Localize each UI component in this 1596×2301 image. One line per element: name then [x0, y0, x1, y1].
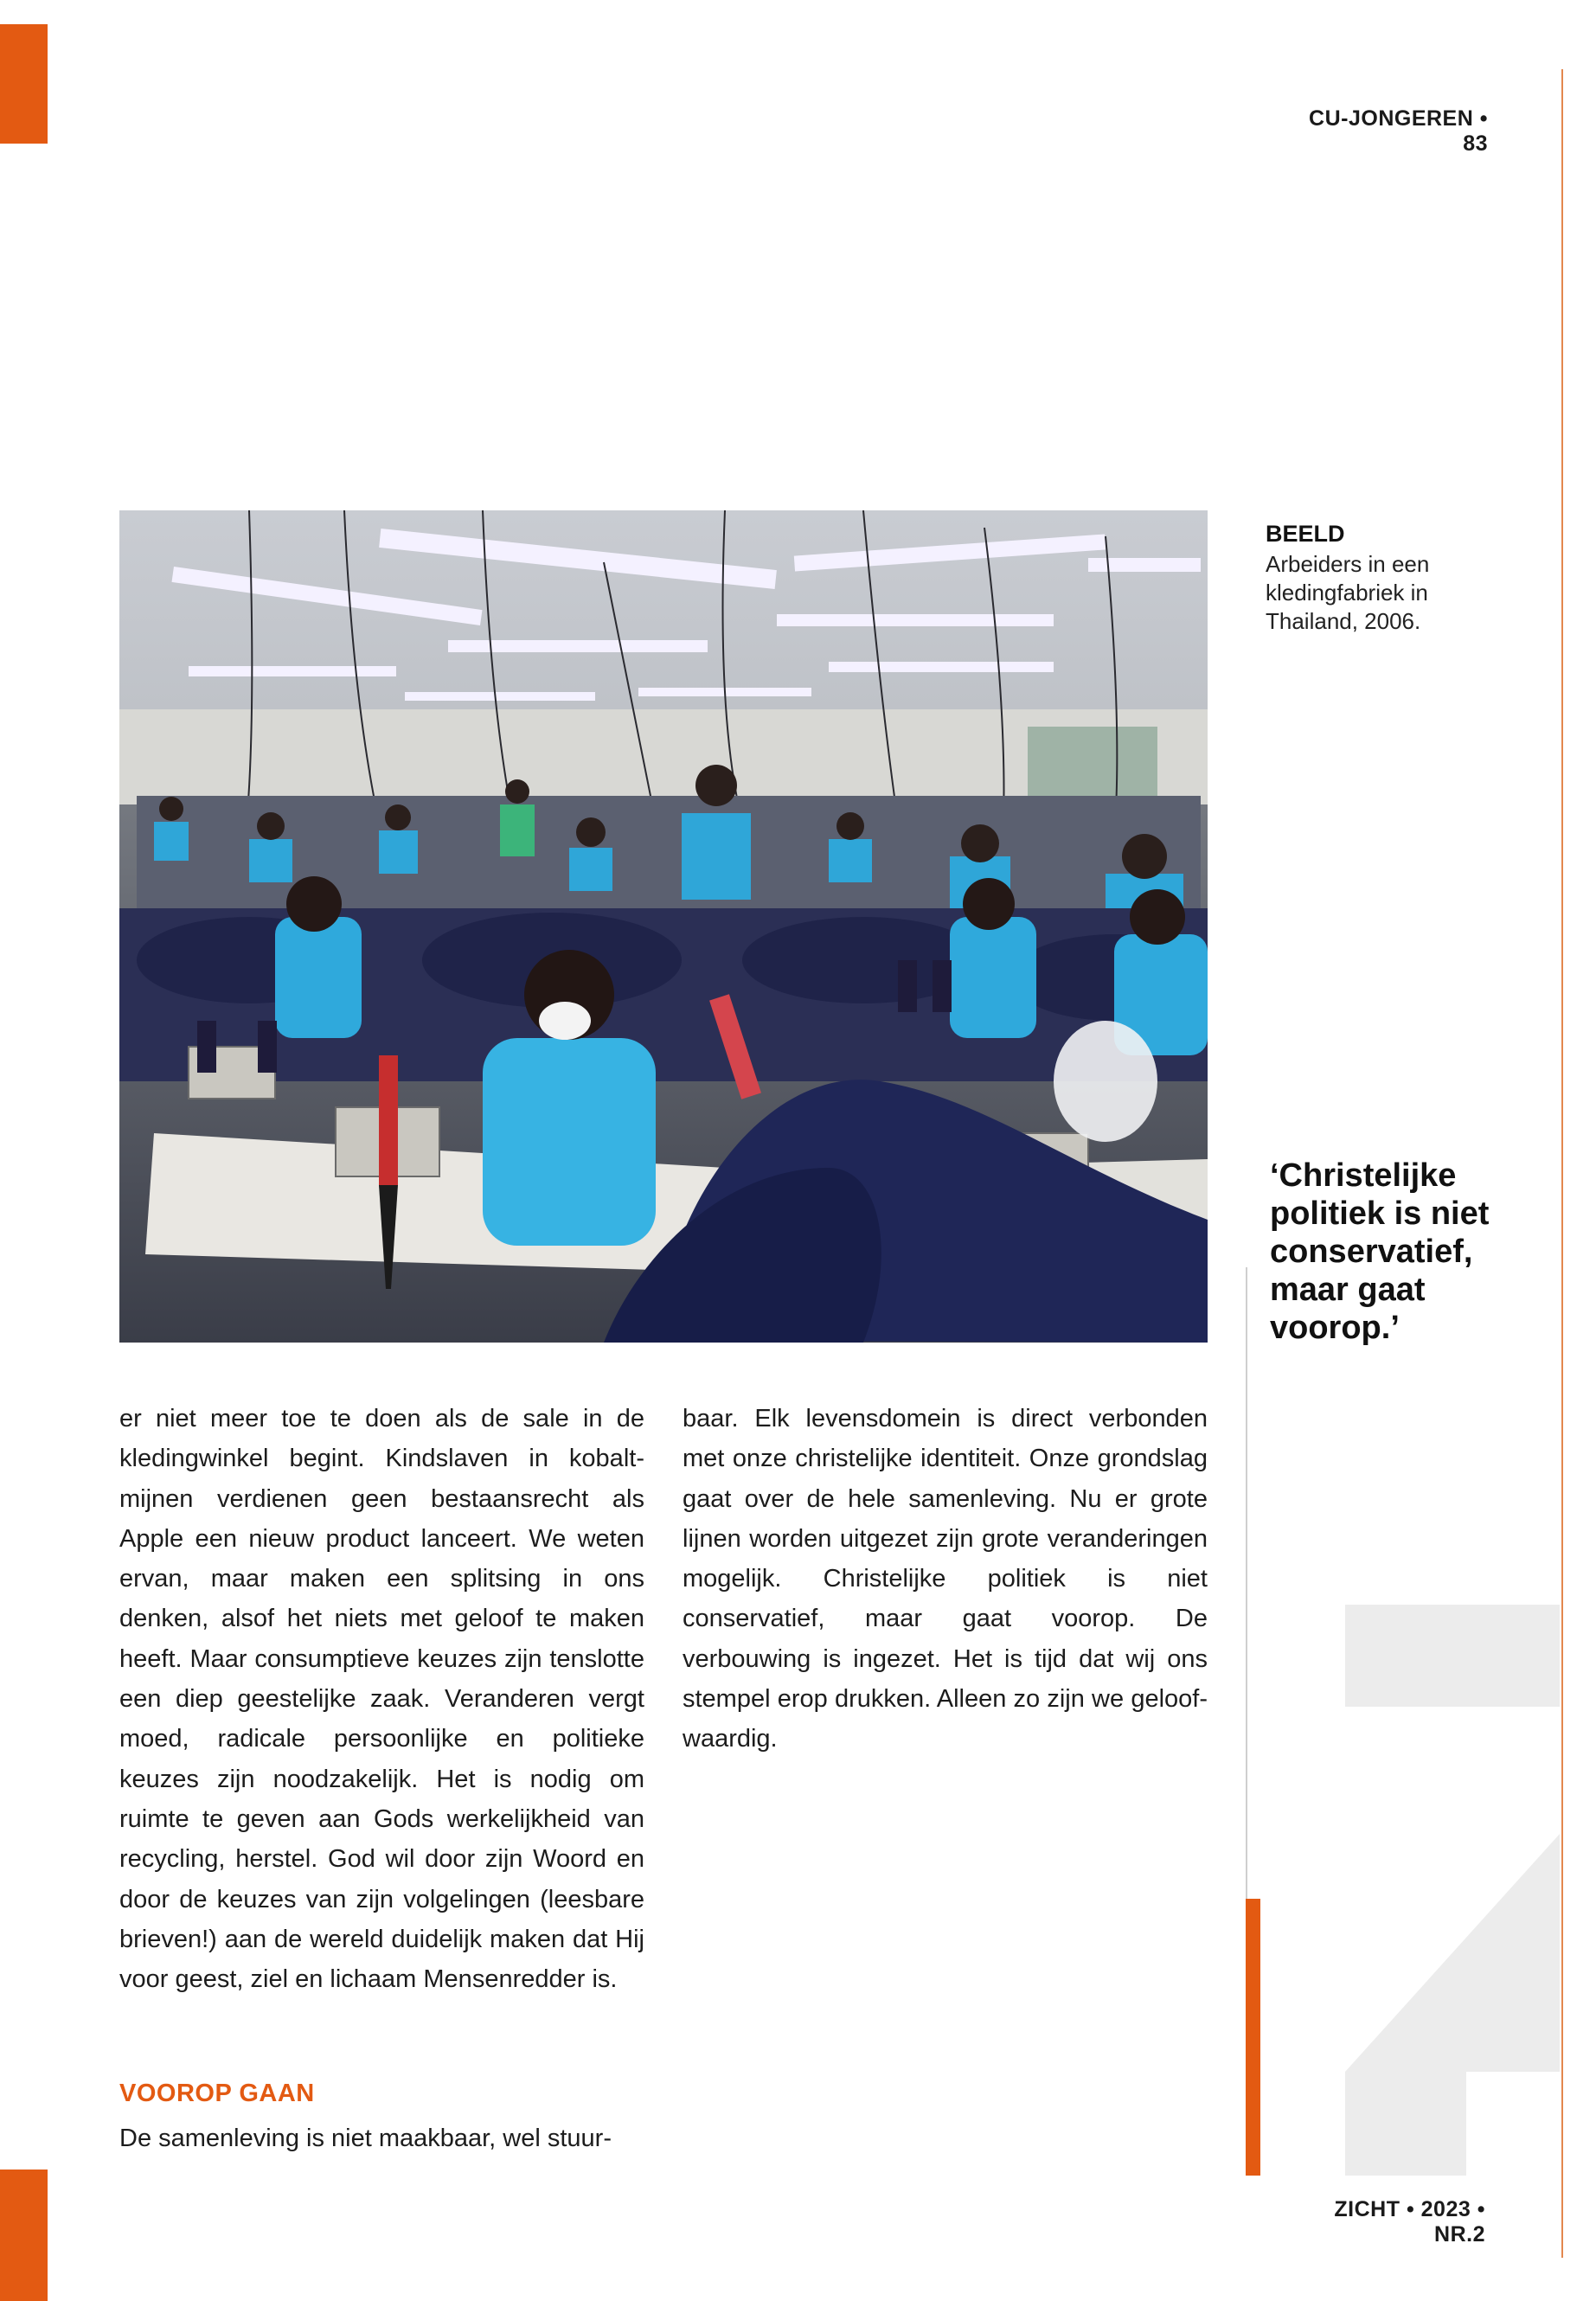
- footer-separator-2: •: [1477, 2197, 1485, 2221]
- footer-separator-1: •: [1406, 2197, 1415, 2221]
- caption-text: Arbeiders in een kledingfabriek in Thailand, 2006.: [1266, 551, 1430, 634]
- factory-photo: [119, 510, 1208, 1343]
- article-left-column: er niet meer toe te doen als de sale in de kledingwinkel begint. Kindslaven in kobaltmijnen verdienen geen bestaansrecht als Apple een nieuw product lanceert. We weten ervan, maar maken een splitsing in ons denken, alsof het niets met geloof te maken heeft. Maar consumptieve keuzes zijn tenslotte een diep geestelijke zaak. Veranderen vergt moed, radicale persoonlijke en politieke keuzes zijn noodzakelijk. Het is nodig om ruimte te geven aan Gods werkelijkheid van recycling, herstel. God wil door zijn Woord en door de keuzes van zijn volgelingen (leesbare brieven!) aan de wereld duidelijk maken dat Hij voor geest, ziel en lichaam Mensenredder is.: [119, 1405, 644, 1994]
- background-number-shape: [1345, 1605, 1561, 2176]
- page-number: 83: [1463, 131, 1488, 156]
- footer-year: 2023: [1420, 2197, 1471, 2221]
- sidebar-accent-bar: [1246, 1899, 1260, 2176]
- pull-quote: ‘Christelijke politiek is niet conservatief, maar gaat voorop.’: [1270, 1157, 1490, 1346]
- header-section: CU-JONGEREN: [1309, 106, 1474, 131]
- subheading-paragraph-start: De samenleving is niet maakbaar, wel stuur-: [119, 2125, 612, 2152]
- footer-issue: NR.2: [1434, 2222, 1485, 2247]
- section-subheading: VOOROP GAAN: [119, 2080, 315, 2107]
- top-edge-tab: [0, 24, 48, 144]
- bottom-edge-tab: [0, 2170, 48, 2301]
- caption-title: BEELD: [1266, 521, 1345, 547]
- article-right-column: baar. Elk levensdomein is direct verbonden met onze christelijke identiteit. Onze grondslag gaat over de hele samenleving. Nu er grote lijnen worden uitgezet zijn grote veranderingen mogelijk. Christelijke politiek is niet conservatief, maar gaat voorop. De verbouwing is ingezet. Het is tijd dat wij ons stempel erop drukken. Alleen zo zijn we geloof-waardig.: [683, 1405, 1208, 1753]
- running-footer: [1280, 2197, 1485, 2247]
- factory-photo-illustration: [119, 510, 1208, 1343]
- footer-magazine: ZICHT: [1334, 2197, 1401, 2221]
- page-margin-rule: [1561, 69, 1563, 2258]
- header-separator: •: [1479, 106, 1488, 131]
- running-header: [1280, 106, 1488, 157]
